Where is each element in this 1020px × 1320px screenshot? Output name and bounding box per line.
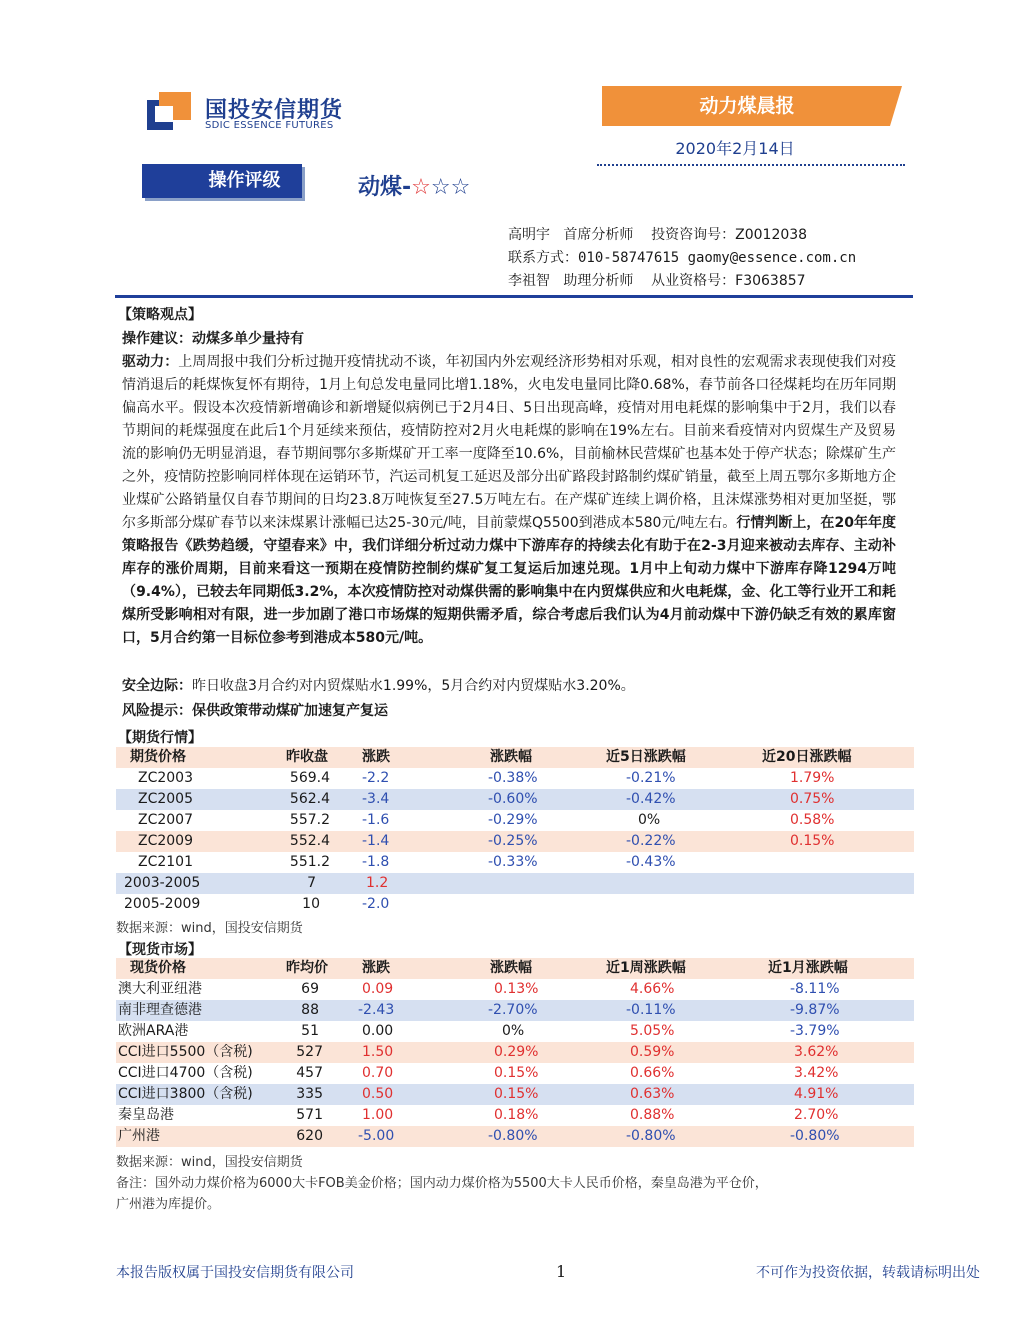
table-row [116,852,914,873]
safety-label: 安全边际： [122,678,192,694]
operation-advice: 操作建议：动煤多单少量持有 [122,331,304,347]
analyst-2: 李祖智 助理分析师 从业资格号：F3063857 [508,273,806,289]
driver-paragraph [122,351,896,650]
cell-market: 澳大利亚纽港 [118,981,202,997]
rating-label: 操作评级 [208,170,281,191]
futures-header-row [116,747,914,768]
cell-change: 0.70 [362,1065,394,1081]
table-row [116,873,914,894]
strategy-title: 【策略观点】 [118,307,202,323]
header-rule [115,295,913,298]
table-row [116,810,914,831]
cell-price: 571 [296,1107,323,1123]
spot-header-row [116,958,914,979]
cell-pct: -0.25% [488,833,538,849]
table-row [116,1105,914,1126]
table-row [116,1126,914,1147]
cell-close: 10 [302,896,320,912]
page-number: 1 [556,1262,567,1281]
cell-1w: -0.11% [626,1002,676,1018]
col-header: 近5日涨跌幅 [606,749,686,765]
dotted-divider [597,164,905,166]
cell-1m: -3.79% [790,1023,840,1039]
cell-change: 0.50 [362,1086,394,1102]
logo-text-en: SDIC ESSENCE FUTURES [205,120,334,131]
rating-value [358,170,470,201]
cell-change: -2.2 [362,770,390,786]
star-outline-icon: ☆☆ [430,175,471,200]
driver-label: 驱动力： [122,354,179,370]
driver-bold-text: 行情判断上，在20年年度策略报告《跌势趋缓，守望春来》中，我们详细分析过动力煤中下游库存的持续去化有助于在2-3月迎来被动去库存、主动补库存的涨价周期，目前来看这一预期在疫情防控制约煤矿复工复运后加速兑现。1月中上旬动力煤中下游库存降1294万吨（9.4%），已较去年同期低3.2%，本次疫情防控对动煤供需的影响集中在内贸煤供应和火电耗煤，金、化工等行业开工和耗煤所受影响相对有限，进一步加剧了港口市场煤的短期供需矛盾，综合考虑后我们认为4月前动煤中下游仍缺乏有效的累库窗口，5月合约第一目标位参考到港成本580元/吨。 [122,515,897,646]
cell-1w: 0.59% [630,1044,675,1060]
cell-change: -1.8 [362,854,390,870]
cell-pct: -0.33% [488,854,538,870]
cell-close: 562.4 [289,791,330,807]
col-header: 涨跌幅 [490,960,532,976]
cell-change: -2.43 [358,1002,395,1018]
cell-20d: 1.79% [790,770,835,786]
cell-1w: 4.66% [630,981,675,997]
cell-5d: 0% [638,812,661,828]
cell-price: 457 [296,1065,323,1081]
cell-price: 527 [296,1044,323,1060]
logo-text-cn: 国投安信期货 [205,98,344,123]
table-row [116,831,914,852]
cell-close: 552.4 [289,833,330,849]
cell-contract: ZC2009 [138,833,193,849]
cell-20d: 0.75% [790,791,835,807]
cell-pct: -0.80% [488,1128,538,1144]
futures-title: 【期货行情】 [118,730,202,746]
logo-icon [147,92,191,130]
cell-price: 69 [301,981,319,997]
spot-source: 数据来源：wind，国投安信期货 [116,1155,303,1170]
cell-market: 南非理查德港 [118,1002,202,1018]
table-row [116,979,914,1000]
safety-text: 昨日收盘3月合约对内贸煤贴水1.99%，5月合约对内贸煤贴水3.20%。 [192,678,635,694]
col-header: 涨跌幅 [490,749,532,765]
cell-market: 广州港 [118,1128,160,1144]
safety-margin [122,675,896,698]
col-header: 涨跌 [362,960,390,976]
cell-1m: -9.87% [790,1002,840,1018]
report-date: 2020年2月14日 [675,139,795,158]
cell-pct: -2.70% [488,1002,538,1018]
cell-pct: 0.13% [494,981,539,997]
cell-1w: 5.05% [630,1023,675,1039]
table-row [116,768,914,789]
cell-change: -3.4 [362,791,390,807]
table-row [116,1042,914,1063]
cell-price: 335 [296,1086,323,1102]
risk-warning: 风险提示：保供政策带动煤矿加速复产复运 [122,703,388,719]
analyst-1: 高明宇 首席分析师 投资咨询号：Z0012038 [508,227,808,243]
cell-close: 569.4 [289,770,330,786]
cell-change: 1.2 [366,875,389,891]
col-header: 昨均价 [286,960,328,976]
cell-close: 551.2 [289,854,330,870]
cell-change: 0.09 [362,981,394,997]
cell-change: -1.6 [362,812,390,828]
col-header: 现货价格 [130,960,186,976]
spot-note-1: 备注：国外动力煤价格为6000大卡FOB美金价格；国内动力煤价格为5500大卡人民币价格，秦皇岛港为平仓价， [116,1176,768,1191]
cell-1m: 2.70% [794,1107,839,1123]
cell-5d: -0.22% [626,833,676,849]
footer-disclaimer: 不可作为投资依据，转载请标明出处 [756,1265,980,1281]
col-header: 近1周涨跌幅 [606,960,686,976]
cell-1w: -0.80% [626,1128,676,1144]
cell-contract: ZC2007 [138,812,193,828]
cell-pct: -0.38% [488,770,538,786]
cell-spread: 2005-2009 [124,896,201,912]
cell-pct: 0.15% [494,1065,539,1081]
cell-market: 秦皇岛港 [118,1107,174,1123]
cell-1m: -0.80% [790,1128,840,1144]
col-header: 昨收盘 [286,749,328,765]
spot-title: 【现货市场】 [118,942,202,958]
cell-change: 1.00 [362,1107,394,1123]
futures-source: 数据来源：wind，国投安信期货 [116,921,303,936]
cell-change: -1.4 [362,833,390,849]
cell-pct: 0% [502,1023,525,1039]
col-header: 涨跌 [362,749,390,765]
cell-pct: 0.29% [494,1044,539,1060]
cell-close: 557.2 [289,812,330,828]
report-title: 动力煤晨报 [699,95,795,117]
table-row [116,789,914,810]
cell-price: 620 [296,1128,323,1144]
cell-pct: -0.29% [488,812,538,828]
driver-text: 上周周报中我们分析过抛开疫情扰动不谈，年初国内外宏观经济形势相对乐观，相对良性的宏观需求表现使我们对疫情消退后的耗煤恢复怀有期待，1月上旬总发电量同比增1.18%，火电发电量同比降0.68%，春节前各口径煤耗均在历年同期偏高水平。假设本次疫情新增确诊和新增疑似病例已于2月4日、5日出现高峰，疫情对用电耗煤的影响集中于2月，我们以春节期间的耗煤强度在此后1个月延续来预估，疫情防控对2月火电耗煤的影响在19%左右。目前来看疫情对内贸煤生产及贸易流的影响仍无明显消退，春节期间鄂尔多斯煤矿开工率一度降至10.6%，目前榆林民营煤矿也基本处于停产状态；除煤矿生产之外，疫情防控影响同样体现在运销环节，汽运司机复工延迟及部分出矿路段封路制约煤矿销量，截至上周五鄂尔多斯地方企业煤矿公路销量仅自春节期间的日均23.8万吨恢复至27.5万吨左右。在产煤矿连续上调价格，且沫煤涨势相对更加坚挺，鄂尔多斯部分煤矿春节以来沫煤累计涨幅已达25-30元/吨，目前蒙煤Q5500到港成本580元/吨左右。 [122,354,896,531]
analyst-contact: 联系方式：010-58747615 gaomy@essence.com.cn [508,250,857,266]
cell-1m: 4.91% [794,1086,839,1102]
col-header: 近1月涨跌幅 [768,960,848,976]
cell-1w: 0.63% [630,1086,675,1102]
star-icon: ☆ [411,175,431,200]
cell-1m: 3.42% [794,1065,839,1081]
cell-5d: -0.43% [626,854,676,870]
cell-market: CCI进口4700（含税) [118,1065,253,1081]
cell-contract: ZC2003 [138,770,193,786]
cell-close: 7 [307,875,316,891]
cell-contract: ZC2101 [138,854,193,870]
cell-price: 51 [301,1023,319,1039]
cell-pct: 0.18% [494,1107,539,1123]
cell-market: CCI进口5500（含税) [118,1044,253,1060]
cell-1w: 0.66% [630,1065,675,1081]
table-row [116,1000,914,1021]
table-row [116,1084,914,1105]
table-row [116,1021,914,1042]
cell-1w: 0.88% [630,1107,675,1123]
cell-market: 欧洲ARA港 [118,1023,189,1039]
cell-change: 1.50 [362,1044,394,1060]
cell-market: CCI进口3800（含税) [118,1086,253,1102]
cell-1m: -8.11% [790,981,840,997]
cell-5d: -0.42% [626,791,676,807]
cell-contract: ZC2005 [138,791,193,807]
cell-pct: 0.15% [494,1086,539,1102]
footer-copyright: 本报告版权属于国投安信期货有限公司 [116,1265,354,1281]
col-header: 近20日涨跌幅 [762,749,852,765]
cell-change: -5.00 [358,1128,395,1144]
spot-note-2: 广州港为库提价。 [116,1197,221,1212]
col-header: 期货价格 [130,749,186,765]
cell-spread: 2003-2005 [124,875,201,891]
cell-20d: 0.15% [790,833,835,849]
cell-price: 88 [301,1002,319,1018]
cell-1m: 3.62% [794,1044,839,1060]
cell-20d: 0.58% [790,812,835,828]
cell-pct: -0.60% [488,791,538,807]
table-row [116,894,914,915]
table-row [116,1063,914,1084]
cell-change: 0.00 [362,1023,394,1039]
cell-change: -2.0 [362,896,390,912]
cell-5d: -0.21% [626,770,676,786]
rating-name: 动煤- [358,175,412,200]
